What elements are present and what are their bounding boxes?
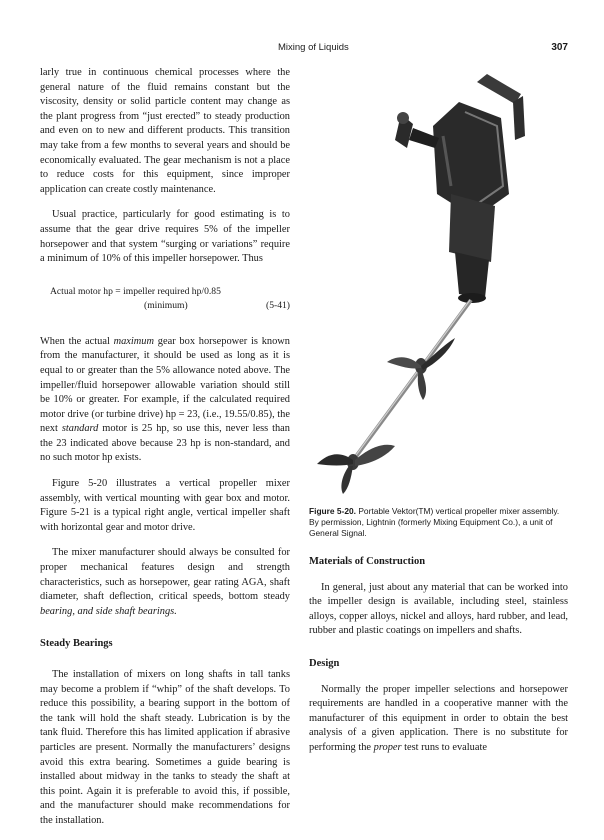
- running-title: Mixing of Liquids: [278, 42, 349, 53]
- right-column: [309, 66, 568, 767]
- paragraph-manufacturer-consult: The mixer manufacturer should always be consulted for proper mechanical features design and strength characteristics, such as horsepower, gear rating AGA, shaft diameter, shaft deflection, critical speeds, bottom steady bearing, and side shaft bearings.: [40, 547, 290, 617]
- mixer-shaft: [349, 300, 471, 466]
- equation-text: Actual motor hp = impeller required hp/0.85: [50, 285, 221, 297]
- paragraph-gear-continuation: larly true in continuous chemical processes where the general nature of the fluid remains constant but the viscosity, density or solid particle content may change as the plant progress from “just erected” to steady production and even on to new and different products. This transition may take from a few months to several years and should be economically evaluated. The gear mechanism is not a place to reduce costs for this equipment, since improper application can create costly maintenance.: [40, 67, 290, 195]
- lower-propeller: [317, 445, 395, 494]
- heading-design: Design: [309, 657, 340, 669]
- upper-propeller: [387, 338, 455, 400]
- paragraph-materials: In general, just about any material that can be worked into the impeller design is available, including steel, stainless alloys, copper alloys, nickel and alloys, hard rubber, and lead, rubber and plastic coatings on impellers and shafts.: [309, 581, 568, 637]
- equation-number: (5-41): [266, 299, 290, 311]
- figure-5-20: [309, 66, 568, 498]
- page-number: 307: [551, 42, 568, 53]
- paragraph-design: Normally the proper impeller selections and horsepower requirements are handled in a cooperative manner with the manufacturer of this equipment in order to obtain the best analysis of a given application. There is no substitute for performing the proper test runs to evaluate: [309, 683, 568, 753]
- left-column: [40, 66, 290, 840]
- paragraph-maximum-gear-box: When the actual maximum gear box horsepower is known from the manufacturer, it should be used as long as it is equal to or greater than the 5% allowance noted above. The impeller/fluid horsepower allowable variation should still be 10% or greater. For example, if the calculated required motor drive (or turbine drive) hp = 23, (i.e., 19.55/0.85), the next standard motor is 25 hp, so use this, never less than the 23 indicated above because 23 hp is non-standard, and no such motor hp exists.: [40, 335, 290, 464]
- mixer-gearbox: [449, 194, 495, 262]
- heading-steady-bearings: Steady Bearings: [40, 638, 113, 650]
- equation-qualifier: (minimum): [144, 299, 188, 311]
- paragraph-usual-practice: Usual practice, particularly for good estimating is to assume that the gear drive requires 5% of the impeller horsepower and that system “surging or variations” require a minimum of 10% of this impeller horsepower. Thus: [40, 209, 290, 265]
- heading-materials: Materials of Construction: [309, 556, 426, 567]
- paragraph-figure-reference: Figure 5-20 illustrates a vertical propeller mixer assembly, with vertical mounting with gear box and motor. Figure 5-21 is a typical right angle, vertical impeller shaft with horizontal gear and motor drive.: [40, 478, 290, 533]
- paragraph-steady-bearings: The installation of mixers on long shafts in tall tanks may become a problem if “whip” of the shaft develops. To reduce this possibility, a bearing support in the bottom of the tank will hold the shaft steady. Lubrication is by the tank fluid. Therefore this has limited application if abrasive particles are present. Normally the manufacturers’ designs avoid this extra bearing. Sometimes a guide bearing is installed about midway in the tanks to steady the shaft at this point. Again it is preferable to avoid this, if possible, and the manufacturer should make recommendations for the installation.: [40, 669, 290, 826]
- figure-caption: Figure 5-20. Portable Vektor(TM) vertical propeller mixer assembly. By permission, Lightnin (formerly Mixing Equipment Co.), a unit of General Signal.: [309, 506, 560, 538]
- equation-5-41: [40, 285, 290, 313]
- running-head: [40, 42, 568, 56]
- mixer-assembly-illustration: [309, 66, 568, 498]
- mixer-handle: [477, 74, 521, 104]
